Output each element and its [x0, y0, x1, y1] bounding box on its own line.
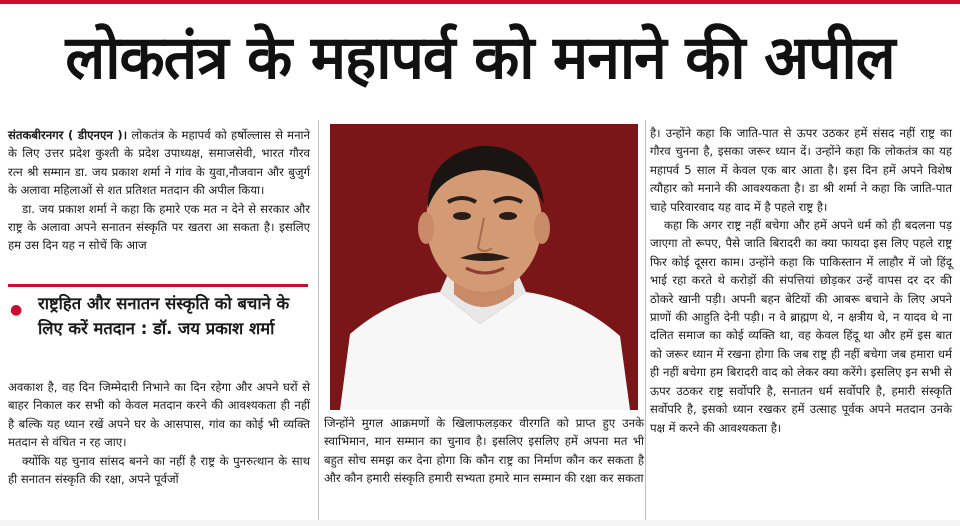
- para1-text: लोकतंत्र के महापर्व को हर्षोल्लास से मनाने के लिए उत्तर प्रदेश कुश्ती के प्रदेश उपाध्यक्ष, समाजसेवी, भारत गौरव रत्न श्री सम्मान डा. जय प्रकाश शर्मा ने गांव के युवा,नौजवान और बुजुर्ग के अलावा महिलाओं से शत प्रतिशत मतदान की अपील किया।: [8, 128, 310, 198]
- red-bullet-icon: ●: [10, 302, 23, 318]
- portrait-photo: [330, 124, 638, 410]
- article-right-para-1: है। उन्होंने कहा कि जाति-पात से ऊपर उठकर हमें संसद नहीं राष्ट्र का गौरव चुनना है, इसका जरूर ध्यान दें। उन्होंने कहा कि लोकतंत्र का यह महापर्व 5 साल में केवल एक बार आता है। इस दिन हमें अपने विशेष त्यौहार को मनाने की आवश्यकता है। डा श्री शर्मा ने कहा कि जाति-पात चाहे परिवारवाद यह वाद में है पहले राष्ट्र है।: [650, 126, 952, 214]
- column-divider: [318, 120, 319, 520]
- person-portrait-icon: [330, 124, 638, 410]
- pull-quote-rule: [8, 284, 308, 287]
- headline: लोकतंत्र के महापर्व को मनाने की अपील: [65, 23, 895, 93]
- article-mid-para: जिन्होंने मुगल आक्रमणों के खिलाफलड़कर वीरगति को प्राप्त हुए उनके स्वाभिमान, मान सम्मान का चुनाव है। इसलिए इसलिए हमें अपना मत भी बहुत सोच समझ कर देना होगा कि कौन राष्ट्र का निर्माण कौन कर सकता है और कौन हमारी संस्कृति हमारी सभ्यता हमारे मान सम्मान की रक्षा कर सकता: [324, 416, 644, 486]
- article-right-para-2: कहा कि अगर राष्ट्र नहीं बचेगा और हमें अपने धर्म को ही बदलना पड़ जाएगा तो रूपए, पैसे जाति बिरादरी का क्या फायदा इस लिए पहले राष्ट्र फिर कोई दूसरा काम। उन्होंने कहा कि पाकिस्तान में लाहौर में जो हिंदू भाई रहा करते थे करोड़ों की संपत्तियां छोड़कर उन्हें वापस दर दर की ठोकरे खानी पड़ी। अपनी बहन बेटियों की आबरू बचाने के लिए अपने प्राणों की आहुति देनी पड़ी। न वे ब्राह्मण थे, न क्षत्रीय थे, न यादव थे ना दलित समाज का कोई व्यक्ति था, वह केवल हिंदू था और हमें इस बात को जरूर ध्यान में रखना होगा कि जब राष्ट्र ही नहीं बचेगा जब हमारा धर्म ही नहीं बचेगा हम बिरादरी वाद को लेकर क्या करेंगे। इसलिए इन सभी से ऊपर उठकर राष्ट्र सर्वोपरि है, सनातन धर्म सर्वोपरि है, हमारी संस्कृति सर्वोपरि है, इसको ध्यान रखकर हमें उत्साह पूर्वक अपने मतदान उनके पक्ष में करने की आवश्यकता है।: [650, 218, 952, 435]
- article-para-3: अवकाश है, वह दिन जिम्मेदारी निभाने का दिन रहेगा और अपने घरों से बाहर निकाल कर सभी को केवल मतदान करने की आवश्यकता ही नहीं है बल्कि यह ध्यान रखें अपने घर के आसपास, गांव का कोई भी व्यक्ति मतदान से वंचित न रह जाए।: [8, 380, 310, 450]
- dateline: संतकबीरनगर ( डीएनएन )।: [8, 128, 128, 142]
- article-para-2: डा. जय प्रकाश शर्मा ने कहा कि हमारे एक मत न देने से सरकार और राष्ट्र के अलावा अपने सनातन संस्कृति पर खतरा आ सकता है। इसलिए हम उस दिन यह न सोचें कि आज: [8, 201, 310, 253]
- top-red-rule: [0, 0, 960, 4]
- article-column-right: [650, 124, 952, 437]
- article-column-left-bottom: [8, 378, 310, 488]
- article-column-middle: [324, 414, 644, 488]
- article-column-left-top: [8, 126, 310, 255]
- pull-quote-text: राष्ट्रहित और सनातन संस्कृति को बचाने के लिए करें मतदान : डॉ. जय प्रकाश शर्मा: [38, 294, 290, 338]
- bottom-strip: [0, 520, 960, 526]
- column-divider: [645, 120, 646, 520]
- article-para-4: क्योंकि यह चुनाव सांसद बनने का नहीं है राष्ट्र के पुनरुत्थान के साथ ही सनातन संस्कृति की रक्षा, अपने पूर्वजों: [8, 453, 310, 487]
- pull-quote: [8, 284, 308, 370]
- article-para-1: [8, 126, 310, 200]
